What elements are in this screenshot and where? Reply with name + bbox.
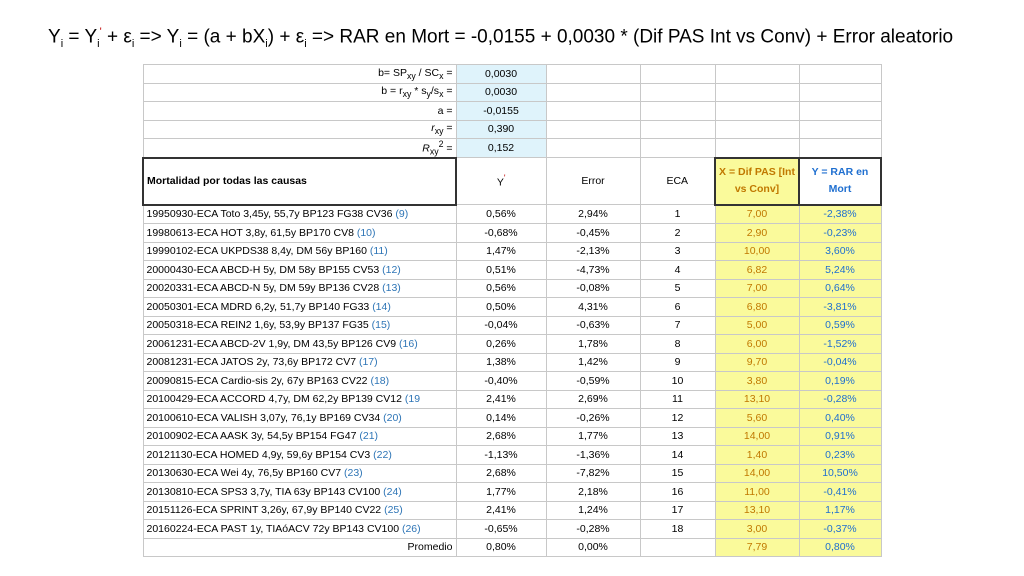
x-value: 14,00 xyxy=(715,427,799,446)
predicted-y: 1,47% xyxy=(456,242,546,261)
y-rar-value: -0,37% xyxy=(799,520,881,539)
table-row xyxy=(143,279,889,298)
trial-name: 19990102-ECA UKPDS38 8,4y, DM 56y BP160 (11) xyxy=(143,242,456,261)
trial-name: 19950930-ECA Toto 3,45y, 55,7y BP123 FG38 CV36 (9) xyxy=(143,205,456,224)
stat-value: 0,152 xyxy=(456,139,546,158)
table-row xyxy=(143,298,889,317)
eca-number: 10 xyxy=(640,372,715,391)
error-value: 1,42% xyxy=(546,353,640,372)
formula-title: $Y_i = Y_i' + \varepsilon_i => Y_i = (a + bX_i) + \varepsilon_i$ => RAR en Mort = -0,0155 + 0,0030 * (Dif PAS Int vs Conv) + Error aleatorio xyxy=(48,26,954,51)
error-value: -7,82% xyxy=(546,464,640,483)
eca-number: 16 xyxy=(640,483,715,502)
eca-number: 9 xyxy=(640,353,715,372)
stat-row xyxy=(143,65,889,84)
error-value: 1,78% xyxy=(546,335,640,354)
stat-row xyxy=(143,102,889,121)
error-value: -0,63% xyxy=(546,316,640,335)
trial-name: 20100429-ECA ACCORD 4,7y, DM 62,2y BP139 CV12 (19 xyxy=(143,390,456,409)
error-value: -0,59% xyxy=(546,372,640,391)
x-value: 7,00 xyxy=(715,205,799,224)
x-value: 13,10 xyxy=(715,390,799,409)
error-value: -0,28% xyxy=(546,520,640,539)
table-header-row xyxy=(143,158,889,205)
x-value: 7,00 xyxy=(715,279,799,298)
footer-y: 0,80% xyxy=(456,538,546,557)
y-rar-value: 0,40% xyxy=(799,409,881,428)
error-value: 1,77% xyxy=(546,427,640,446)
eca-number: 5 xyxy=(640,279,715,298)
x-value: 10,00 xyxy=(715,242,799,261)
header-x: X = Dif PAS [Int vs Conv] xyxy=(715,158,799,205)
footer-error: 0,00% xyxy=(546,538,640,557)
trial-name: 20130810-ECA SPS3 3,7y, TIA 63y BP143 CV100 (24) xyxy=(143,483,456,502)
header-yrar: Y = RAR en Mort xyxy=(799,158,881,205)
eca-number: 18 xyxy=(640,520,715,539)
table-row xyxy=(143,242,889,261)
x-value: 11,00 xyxy=(715,483,799,502)
stat-row xyxy=(143,83,889,102)
header-y: Y' xyxy=(456,158,546,205)
trial-name: 20090815-ECA Cardio-sis 2y, 67y BP163 CV22 (18) xyxy=(143,372,456,391)
stat-value: 0,0030 xyxy=(456,83,546,102)
error-value: -0,08% xyxy=(546,279,640,298)
trial-name: 20100902-ECA AASK 3y, 54,5y BP154 FG47 (21) xyxy=(143,427,456,446)
predicted-y: 0,56% xyxy=(456,279,546,298)
footer-yrar: 0,80% xyxy=(799,538,881,557)
predicted-y: 2,68% xyxy=(456,464,546,483)
predicted-y: -0,68% xyxy=(456,224,546,243)
error-value: -2,13% xyxy=(546,242,640,261)
stat-row xyxy=(143,139,889,158)
trial-name: 20160224-ECA PAST 1y, TIAóACV 72y BP143 CV100 (26) xyxy=(143,520,456,539)
trial-name: 20121130-ECA HOMED 4,9y, 59,6y BP154 CV3 (22) xyxy=(143,446,456,465)
eca-number: 13 xyxy=(640,427,715,446)
table-row xyxy=(143,483,889,502)
trial-name: 20081231-ECA JATOS 2y, 73,6y BP172 CV7 (17) xyxy=(143,353,456,372)
table-row xyxy=(143,205,889,224)
table-row xyxy=(143,427,889,446)
y-rar-value: -0,28% xyxy=(799,390,881,409)
stat-row xyxy=(143,120,889,139)
y-rar-value: 0,64% xyxy=(799,279,881,298)
y-rar-value: 0,23% xyxy=(799,446,881,465)
x-value: 3,80 xyxy=(715,372,799,391)
predicted-y: 0,50% xyxy=(456,298,546,317)
eca-number: 14 xyxy=(640,446,715,465)
eca-number: 11 xyxy=(640,390,715,409)
table-row xyxy=(143,501,889,520)
predicted-y: 0,56% xyxy=(456,205,546,224)
y-rar-value: -0,23% xyxy=(799,224,881,243)
table-row xyxy=(143,372,889,391)
predicted-y: 0,51% xyxy=(456,261,546,280)
y-rar-value: -2,38% xyxy=(799,205,881,224)
trial-name: 20061231-ECA ABCD-2V 1,9y, DM 43,5y BP126 CV9 (16) xyxy=(143,335,456,354)
x-value: 2,90 xyxy=(715,224,799,243)
table-row xyxy=(143,353,889,372)
eca-number: 4 xyxy=(640,261,715,280)
x-value: 14,00 xyxy=(715,464,799,483)
trial-name: 20020331-ECA ABCD-N 5y, DM 59y BP136 CV28 (13) xyxy=(143,279,456,298)
trial-name: 20050301-ECA MDRD 6,2y, 51,7y BP140 FG33 (14) xyxy=(143,298,456,317)
footer-label: Promedio xyxy=(143,538,456,557)
predicted-y: 0,14% xyxy=(456,409,546,428)
footer-x: 7,79 xyxy=(715,538,799,557)
stat-label: $r_{xy}$ = xyxy=(143,120,456,139)
header-name: Mortalidad por todas las causas xyxy=(143,158,456,205)
error-value: 2,94% xyxy=(546,205,640,224)
eca-number: 6 xyxy=(640,298,715,317)
table-row xyxy=(143,520,889,539)
y-rar-value: 0,91% xyxy=(799,427,881,446)
y-rar-value: 0,59% xyxy=(799,316,881,335)
x-value: 6,82 xyxy=(715,261,799,280)
error-value: 2,18% xyxy=(546,483,640,502)
x-value: 6,80 xyxy=(715,298,799,317)
stat-value: 0,390 xyxy=(456,120,546,139)
table-row xyxy=(143,224,889,243)
error-value: -0,45% xyxy=(546,224,640,243)
header-eca: ECA xyxy=(640,158,715,205)
table-row xyxy=(143,390,889,409)
predicted-y: -0,04% xyxy=(456,316,546,335)
error-value: 4,31% xyxy=(546,298,640,317)
trial-name: 19980613-ECA HOT 3,8y, 61,5y BP170 CV8 (10) xyxy=(143,224,456,243)
predicted-y: 1,77% xyxy=(456,483,546,502)
error-value: -0,26% xyxy=(546,409,640,428)
eca-number: 7 xyxy=(640,316,715,335)
y-rar-value: -0,04% xyxy=(799,353,881,372)
eca-number: 8 xyxy=(640,335,715,354)
y-rar-value: -3,81% xyxy=(799,298,881,317)
header-error: Error xyxy=(546,158,640,205)
footer-row xyxy=(143,538,889,557)
error-value: -1,36% xyxy=(546,446,640,465)
stat-value: -0,0155 xyxy=(456,102,546,121)
y-rar-value: -1,52% xyxy=(799,335,881,354)
stat-label: a = xyxy=(143,102,456,121)
trial-name: 20130630-ECA Wei 4y, 76,5y BP160 CV7 (23) xyxy=(143,464,456,483)
eca-number: 15 xyxy=(640,464,715,483)
x-value: 5,60 xyxy=(715,409,799,428)
trial-name: 20151126-ECA SPRINT 3,26y, 67,9y BP140 CV22 (25) xyxy=(143,501,456,520)
x-value: 3,00 xyxy=(715,520,799,539)
trial-name: 20000430-ECA ABCD-H 5y, DM 58y BP155 CV53 (12) xyxy=(143,261,456,280)
x-value: 6,00 xyxy=(715,335,799,354)
predicted-y: 1,38% xyxy=(456,353,546,372)
predicted-y: -0,65% xyxy=(456,520,546,539)
stat-label: $R_{xy}^2$ = xyxy=(143,139,456,158)
y-rar-value: 10,50% xyxy=(799,464,881,483)
table-row xyxy=(143,335,889,354)
eca-number: 2 xyxy=(640,224,715,243)
y-rar-value: 5,24% xyxy=(799,261,881,280)
table-row xyxy=(143,316,889,335)
table-row xyxy=(143,446,889,465)
table-row xyxy=(143,409,889,428)
y-rar-value: 1,17% xyxy=(799,501,881,520)
eca-number: 3 xyxy=(640,242,715,261)
regression-table xyxy=(142,64,890,557)
predicted-y: 2,68% xyxy=(456,427,546,446)
predicted-y: -0,40% xyxy=(456,372,546,391)
y-rar-value: 3,60% xyxy=(799,242,881,261)
table-row xyxy=(143,261,889,280)
predicted-y: 0,26% xyxy=(456,335,546,354)
y-rar-value: -0,41% xyxy=(799,483,881,502)
y-rar-value: 0,19% xyxy=(799,372,881,391)
trial-name: 20100610-ECA VALISH 3,07y, 76,1y BP169 CV34 (20) xyxy=(143,409,456,428)
predicted-y: 2,41% xyxy=(456,390,546,409)
stat-label: $b= SP_{xy} / SC_x$ = xyxy=(143,65,456,84)
table-row xyxy=(143,464,889,483)
error-value: 1,24% xyxy=(546,501,640,520)
stat-value: 0,0030 xyxy=(456,65,546,84)
eca-number: 12 xyxy=(640,409,715,428)
x-value: 1,40 xyxy=(715,446,799,465)
error-value: 2,69% xyxy=(546,390,640,409)
predicted-y: 2,41% xyxy=(456,501,546,520)
eca-number: 17 xyxy=(640,501,715,520)
x-value: 9,70 xyxy=(715,353,799,372)
x-value: 5,00 xyxy=(715,316,799,335)
error-value: -4,73% xyxy=(546,261,640,280)
x-value: 13,10 xyxy=(715,501,799,520)
trial-name: 20050318-ECA REIN2 1,6y, 53,9y BP137 FG35 (15) xyxy=(143,316,456,335)
stat-label: $b = r_{xy} * s_y/s_x$ = xyxy=(143,83,456,102)
eca-number: 1 xyxy=(640,205,715,224)
predicted-y: -1,13% xyxy=(456,446,546,465)
